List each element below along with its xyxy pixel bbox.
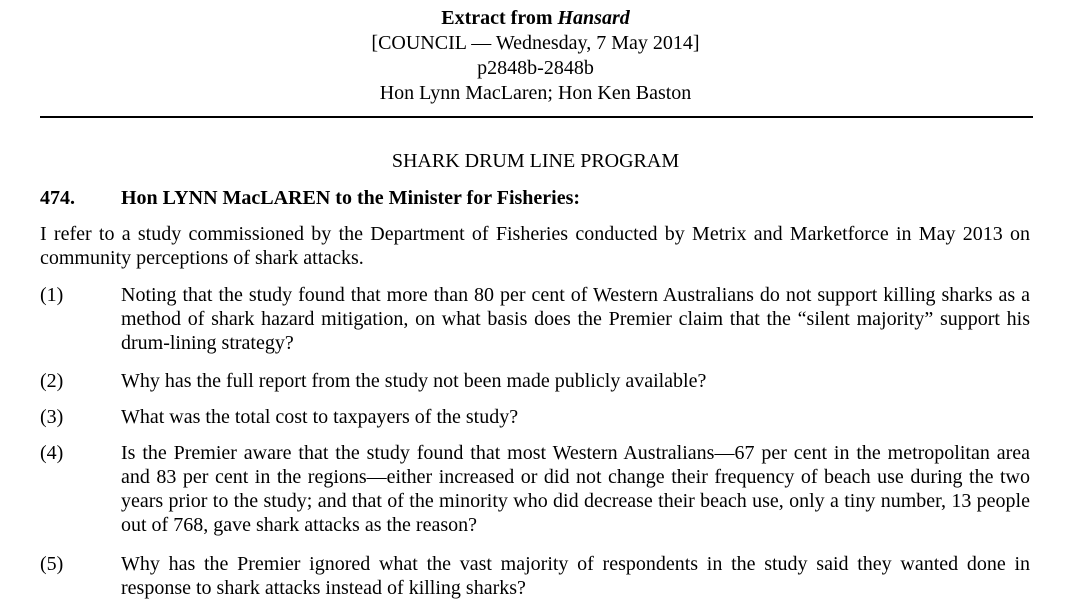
item-label: (3): [40, 406, 64, 428]
document-header: [0, 6, 1071, 106]
question-item-5: [40, 552, 1032, 600]
question-item-4: [40, 441, 1032, 537]
section-title: SHARK DRUM LINE PROGRAM: [391, 150, 680, 172]
members-line: Hon Lynn MacLaren; Hon Ken Baston: [379, 82, 692, 104]
session-line: [COUNCIL — Wednesday, 7 May 2014]: [371, 32, 700, 54]
item-text: Why has the Premier ignored what the vast majority of respondents in the study said they wanted done in response to shark attacks instead of killing sharks?: [121, 553, 1030, 599]
item-text: What was the total cost to taxpayers of the study?: [121, 406, 519, 428]
question-number: 474.: [40, 187, 75, 209]
item-text: Is the Premier aware that the study found that most Western Australians—67 per cent in the metropolitan area and 83 per cent in the regions—either increased or did not change their frequency of beach use during the two years prior to the study; and that of the minority who did decrease their beach use, only a tiny number, 13 people out of 768, gave shark attacks as the reason?: [121, 442, 1030, 536]
question-intro: I refer to a study commissioned by the Department of Fisheries conducted by Metrix and Marketforce in May 2013 on community perceptions of shark attacks.: [40, 223, 1030, 269]
title-publication: Hansard: [557, 7, 630, 29]
page-reference: p2848b-2848b: [477, 57, 594, 79]
item-label: (1): [40, 284, 64, 306]
question-heading: [40, 186, 580, 210]
item-label: (2): [40, 370, 64, 392]
document-title: [0, 6, 1071, 31]
question-item-3: [40, 405, 1032, 429]
item-text: Why has the full report from the study not been made publicly available?: [121, 370, 707, 392]
question-item-2: [40, 369, 1032, 393]
question-item-1: [40, 283, 1032, 355]
header-divider: [40, 116, 1033, 118]
question-asker: Hon LYNN MacLAREN to the Minister for Fisheries:: [121, 187, 581, 209]
item-label: (4): [40, 442, 64, 464]
item-label: (5): [40, 553, 64, 575]
title-prefix: Extract from: [441, 7, 558, 29]
item-text: Noting that the study found that more than 80 per cent of Western Australians do not support killing sharks as a method of shark hazard mitigation, on what basis does the Premier claim that the “silent majority” support his drum-lining strategy?: [121, 284, 1030, 354]
